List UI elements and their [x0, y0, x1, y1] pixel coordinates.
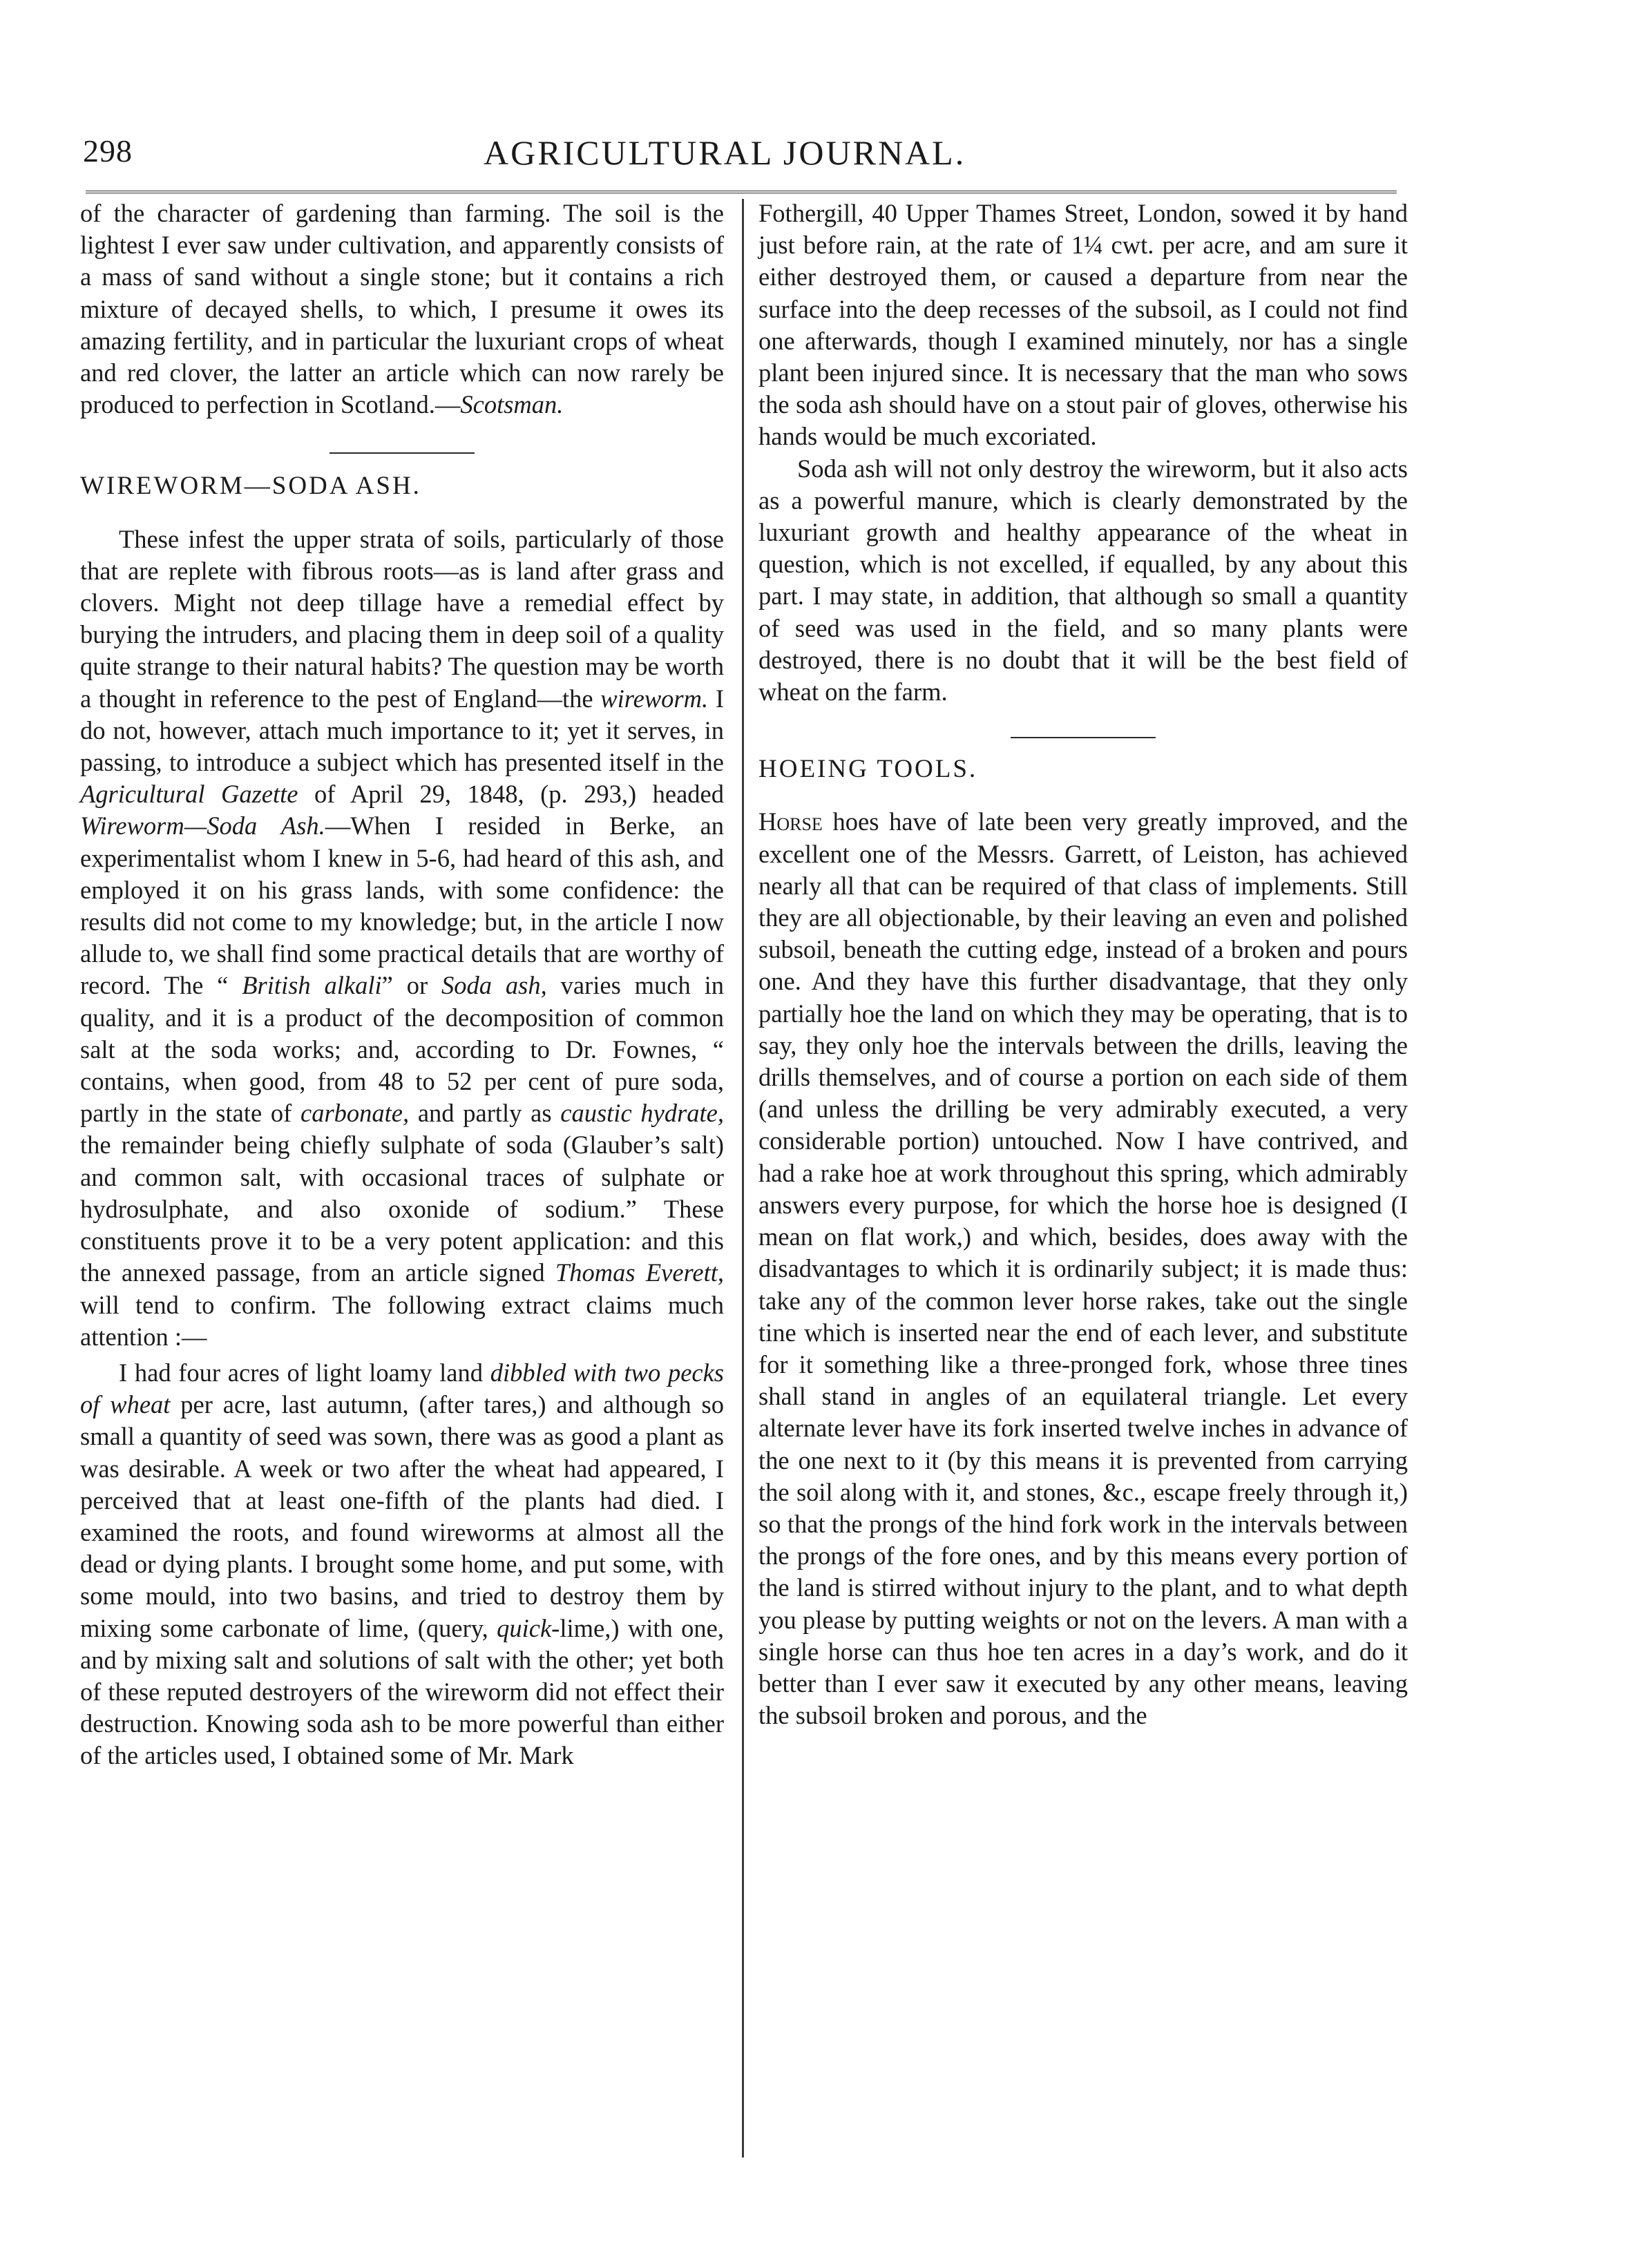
- section-title-hoeing: HOEING TOOLS.: [758, 755, 978, 784]
- left-column: [80, 198, 724, 1772]
- section-divider: [330, 452, 475, 454]
- header-rule: [86, 191, 1397, 193]
- lead-word: Horse: [758, 807, 823, 836]
- page-header: [83, 133, 1395, 188]
- page-number: 298: [83, 133, 133, 169]
- source-citation: Scotsman.: [460, 390, 564, 419]
- opening-paragraph: of the character of gardening than farming. The soil is the lightest I ever saw under cultivation, and apparently consists of a mass of sand without a single stone; but it contains a rich mixture of decayed shells, to which, I presume it owes its amazing fertility, and in particular the luxuriant crops of wheat and red clover, the latter an article which can now rarely be produced to perfection in Scotland.—Scotsman.: [80, 199, 724, 419]
- article-paragraph: Soda ash will not only destroy the wireworm, but it also acts as a powerful manure, which is clearly demonstrated by the luxuriant growth and healthy appearance of the wheat in question, which is not excelled, if equalled, by any about this part. I may state, in addition, that although so small a quantity of seed was used in the field, and so many plants were destroyed, there is no doubt that it will be the best field of wheat on the farm.: [758, 454, 1408, 707]
- section-title-wireworm: WIREWORM—SODA ASH.: [80, 472, 421, 501]
- article-paragraph: Horse hoes have of late been very greatly improved, and the excellent one of the Messrs. Garrett, of Leiston, has achieved nearly all that can be required of that class of implements. Still they are all objectionable, by their leaving an even and polished subsoil, beneath the cutting edge, instead of a broken and pours one. And they have this further disadvantage, that they only partially hoe the land on which they may be operating, that is to say, they only hoe the intervals between the drills, leaving the drills themselves, and of course a portion on each side of them (and unless the drilling be very admirably executed, a very considerable portion) untouched. Now I have contrived, and had a rake hoe at work throughout this spring, which admirably answers every purpose, for which the horse hoe is designed (I mean on flat work,) and which, besides, does away with the disadvantages to which it is ordinarily subject; it is made thus: take any of the common lever horse rakes, take out the single tine which is inserted near the end of each lever, and substitute for it something like a three-pronged fork, whose three tines shall stand in angles of an equilateral triangle. Let every alternate lever have its fork inserted twelve inches in advance of the one next to it (by this means it is prevented from carrying the soil along with it, and stones, &c., escape freely through it,) so that the prongs of the hind fork work in the intervals between the prongs of the fore ones, and by this means every portion of the land is stirred without injury to the plant, and to what depth you please by putting weights or not on the levers. A man with a single horse can thus hoe ten acres in a day’s work, and do it better than I ever saw it executed by any other means, leaving the subsoil broken and porous, and the: [758, 807, 1408, 1730]
- running-title: AGRICULTURAL JOURNAL.: [484, 133, 966, 172]
- extract-continuation: Fothergill, 40 Upper Thames Street, London, sowed it by hand just before rain, at the rate of 1¼ cwt. per acre, and am sure it either destroyed them, or caused a departure from near the surface into the deep recesses of the subsoil, as I could not find one afterwards, though I examined minutely, nor has a single plant been injured since. It is necessary that the man who sows the soda ash should have on a stout pair of gloves, otherwise his hands would be much excoriated.: [758, 199, 1408, 451]
- quoted-extract: I had four acres of light loamy land dibbled with two pecks of wheat per acre, last autumn, (after tares,) and although so small a quantity of seed was sown, there was as good a plant as was desirable. A week or two after the wheat had appeared, I perceived that at least one-fifth of the plants had died. I examined the roots, and found wireworms at almost all the dead or dying plants. I brought some home, and put some, with some mould, into two basins, and tried to destroy them by mixing some carbonate of lime, (query, quick-lime,) with one, and by mixing salt and solutions of salt with the other; yet both of these reputed destroyers of the wireworm did not effect their destruction. Knowing soda ash to be more powerful than either of the articles used, I obtained some of Mr. Mark: [80, 1358, 725, 1770]
- column-divider: [742, 199, 744, 2158]
- section-divider: [1011, 737, 1156, 738]
- article-paragraph: These infest the upper strata of soils, particularly of those that are replete with fibrous roots—as is land after grass and clovers. Might not deep tillage have a remedial effect by burying the intruders, and placing them in deep soil of a quality quite strange to their natural habits? The question may be worth a thought in reference to the pest of England—the wireworm. I do not, however, attach much importance to it; yet it serves, in passing, to introduce a subject which has presented itself in the Agricultural Gazette of April 29, 1848, (p. 293,) headed Wireworm—Soda Ash.—When I resided in Berke, an experimentalist whom I knew in 5-6, had heard of this ash, and employed it on his grass lands, with some confidence: the results did not come to my knowledge; but, in the article I now allude to, we shall find some practical details that are worthy of record. The “ British alkali” or Soda ash, varies much in quality, and it is a product of the decomposition of common salt at the soda works; and, according to Dr. Fownes, “ contains, when good, from 48 to 52 per cent of pure soda, partly in the state of carbonate, and partly as caustic hydrate, the remainder being chiefly sulphate of soda (Glauber’s salt) and common salt, with occasional traces of sulphate or hydrosulphate, and also oxonide of sodium.” These constituents prove it to be a very potent application: and this the annexed passage, from an article signed Thomas Everett, will tend to confirm. The following extract claims much attention :—: [80, 524, 725, 1351]
- right-column: [758, 198, 1408, 1731]
